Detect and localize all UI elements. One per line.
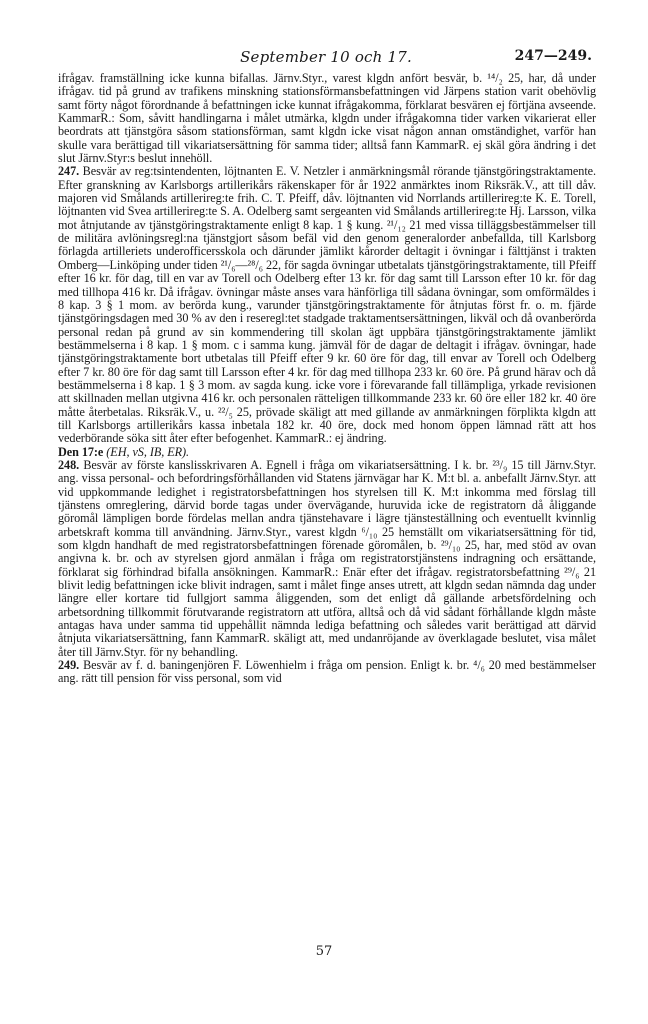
running-header bbox=[60, 48, 592, 68]
paragraph-text: Besvär av f. d. baningenjören F. Löwenhielm i fråga om pension. Enligt k. br. ⁴/₆ 20 med bestämmelser ang. rätt till pension för viss personal, som vid bbox=[58, 658, 596, 686]
page-number: 57 bbox=[315, 944, 333, 959]
paragraph-continuation: ifrågav. framställning icke kunna bifallas. Järnv.Styr., varest klgdn anfört besvär, b. ¹⁴/₂ 25, har, då under ifrågav. tid på grund av trafikens minskning stationsförmansbefattningen vid Järpens station varit obehövlig samt förty något förordnande å befattningen icke kunnat ifrågakomma, förklarat besvären ej förtjäna avseende. KammarR.: Som, såvitt handlingarna i målet utmärka, klgdn under ifrågakomna tider varken vikarierat eller beordrats att tjänstgöra såsom stationsförman, samt klgdn icke visat någon annan omständighet, varför han skulle vara berättigad till vikariatsersättning för samma tider; alltså fann KammarR. ej skäl göra ändring i det slut Järnv.Styr:s beslut innehöll. bbox=[58, 71, 596, 166]
date-parties: (EH, vS, IB, ER). bbox=[106, 444, 190, 459]
paragraph-249 bbox=[58, 659, 596, 686]
section-number: 249. bbox=[58, 658, 80, 673]
paragraph-text: Besvär av förste kanslisskrivaren A. Egnell i fråga om vikariatsersättning. I k. br. ²³/₉ 15 till Järnv.Styr. ang. vissa personal- och befordringsförhållanden vid Statens järnvägar har K. M:t bl. a. anbefallt Järnv.Styr. att vid uppkommande ledighet i registratorsbefattningen hos styrelsen till K. M:t inkomma med förslag till tjänstens omreglering, därvid borde tagas under övervägande, huruvida icke de registratorn då åliggande göromål lämpligen borde fördelas mellan andra tjänstehavare i lägre tjänsteställning och eventuellt kvinnlig arbetskraft komma till användning. Järnv.Styr., varest klgdn ⁶/₁₀ 25 hemställt om vikariatsersättning för tid, som klgdn handhaft de med registratorsbefattningen förenade göromålen, b. ²⁹/₁₀ 25, har, med stöd av ovan angivna k. br. och av styrelsen gjord anmälan i fråga om registratorstjänstens indragning och ersättande, förklarat sig förhindrad bifalla ansökningen. KammarR.: Enär efter det ifrågav. registratorsbefattning ²⁹/₆ 21 blivit ledig befattningen icke blivit indragen, samt i målet finge anses utrett, att klgdn sedan nämnda dag under längre eller kortare tid fullgjort samma åliggenden, som det enligt då gällande arbetsfördelning och arbetsordning tillkommit förutvarande registratorn att utföra, alltså och då vid sådant förhållande klgdn måste antagas hava under samma tid uppehållit nämnda lediga befattning och således varit berättigad att därvid åtnjuta vikariatsersättning, fann KammarR. skäligt att, med undanröjande av överklagade beslutet, visa målet åter till Järnv.Styr. för ny behandling. bbox=[58, 457, 596, 659]
paragraph-text: Besvär av reg:tsintendenten, löjtnanten E. V. Netzler i anmärkningsmål rörande tjänstgöringstraktamente. Efter granskning av Karlsborgs artillerikårs räkenskaper för år 1922 anmärktes inom Riksräk.V., att till dåv. majoren vid Smålands artillerireg:te frih. C. T. Pfeiff, dåv. löjtnanten vid Norrlands artillerireg:te K. E. Torell, löjtnanten vid Svea artillerireg:te S. A. Odelberg samt sergeanten vid Smålands artillerireg:te Hj. Larsson, vilka mot åtnjutande av tjänstgöringstraktamente enligt 8 kap. 1 § kung. ²¹/₁₂ 21 med vissa tilläggsbestämmelser till de militära avlöningsregl:na tjänstgjort såsom befäl vid den genom generalorder anbefallda, till Karlsborg förlagda artilleriets underofficersskola och därunder jämlikt kårorder deltagit i övningar i fälttjänst i trakten Omberg—Linköping under tiden ²¹/₆—²⁸/₆ 22, för sagda övningar utbetalats tjänstgöringstraktamente, till Pfeiff efter 16 kr. för dag, till en var av Torell och Odelberg efter 13 kr. för dag samt till Larsson efter 10 kr. för dag med tillhopa 416 kr. Då ifrågav. övningar måste anses vara hänförliga till sådana övningar, som omförmäldes i 8 kap. 3 § 1 mom. av berörda kung., varunder tjänstgöringstraktamente för åtnjutas först fr. o. m. fjärde tjänstgöringsdagen med 30 % av den i reseregl:tet stadgade traktamentsersättningen, likväl och då ovanberörda personal redan på grund av sin kommendering till skolan ägt uppbära tjänstgöringstraktamente jämlikt bestämmelserna i 8 kap. 1 § mom. c i samma kung. jämväl för de dagar de deltagit i ifrågav. övningar, hade tjänstgöringstraktamente bort utbetalas till Pfeiff efter 9 kr. 60 öre för dag, till envar av Torell och Odelberg efter 7 kr. 80 öre för dag samt till Larsson efter 4 kr. för dag med tillhopa 233 kr. 60 öre. På grund härav och då bestämmelserna i 8 kap. 1 § 3 mom. av sagda kung. icke vore i förevarande fall tillämpliga, yrkade revisionen att skillnaden mellan utgivna 416 kr. och personalen rätteligen tillkommande 233 kr. 60 öre eller 182 kr. 40 öre måtte återbetalas. Riksräk.V., u. ²²/₅ 25, prövade skäligt att med gillande av anmärkningen förplikta klgdn att till Karlsborgs artillerikårs kassa inbetala 182 kr. 40 öre, dock med honom öppen lämnad rätt att hos vederbörande söka sitt åter efter befogenhet. KammarR.: ej ändring. bbox=[58, 164, 597, 446]
body-text bbox=[58, 72, 596, 686]
date-heading bbox=[58, 446, 596, 459]
paragraph-248 bbox=[58, 459, 596, 659]
section-number: 247. bbox=[58, 164, 80, 179]
header-page-range: 247—249. bbox=[514, 48, 592, 64]
date-label: Den 17:e bbox=[58, 444, 104, 459]
paragraph-247 bbox=[58, 165, 596, 445]
header-title: September 10 och 17. bbox=[240, 48, 412, 66]
section-number: 248. bbox=[58, 457, 80, 472]
